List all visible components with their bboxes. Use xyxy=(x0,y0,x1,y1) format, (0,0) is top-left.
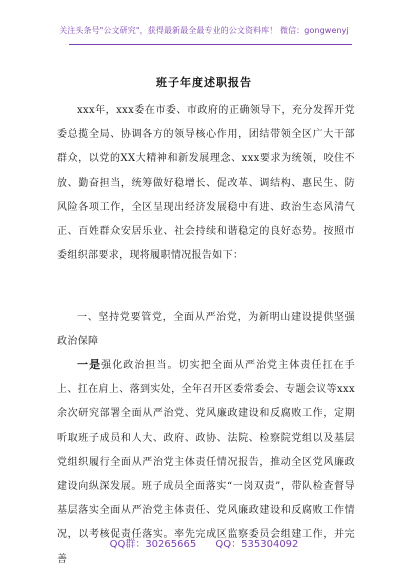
header-divider xyxy=(69,44,352,45)
paragraph-section-heading: 一、坚持党要管党，全面从严治党，为新明山建设提供坚强政治保障 xyxy=(57,312,355,348)
header-banner: 关注头条号"公文研究"，获得最新最全最专业的公文资料库！ 微信：gongwenyj xyxy=(59,26,349,35)
footer-qq: QQ：535304092 xyxy=(215,539,299,550)
footer-contacts xyxy=(0,535,408,550)
paragraph-intro: xxx年，xxx委在市委、市政府的正确领导下，充分发挥开党委总揽全局、协调各方的领导核心作用，团结带领全区广大干部群众，以党的XX大精神和新发展理念、xxx要求为统领，咬住不放、勤奋担当，统筹做好稳增长、促改革、调结构、惠民生、防风险各项工作，全区呈现出经济发展稳中有进、政治生态风清气正、百姓群众安居乐业、社会持续和谐稳定的良好态势。按照市委组织部要求，现将履职情况报告如下： xyxy=(57,105,355,262)
footer-qq-group: QQ群：30265665 xyxy=(109,539,197,550)
document-title: 班子年度述职报告 xyxy=(156,76,252,89)
paragraph-lead: 一是 xyxy=(77,358,102,371)
paragraph-body: 强化政治担当。切实把全面从严治党主体责任扛在手上、扛在肩上、落到实处，全年召开区委常委会、专题会议等xxx余次研究部署全面从严治党、党风廉政建设和反腐败工作，定期听取班子成员和人大、政府、政协、法院、检察院党组以及基层党组织履行全面从严治党主体责任情况报告，推动全区党风廉政建设向纵深发展。班子成员全面落实“一岗双责”，带队检查督导基层落实全面从严治党主体责任、党风廉政建设和反腐败工作情况，以考核促责任落实。率先完成区监察委员会组建工作，并完善 xyxy=(57,360,355,565)
